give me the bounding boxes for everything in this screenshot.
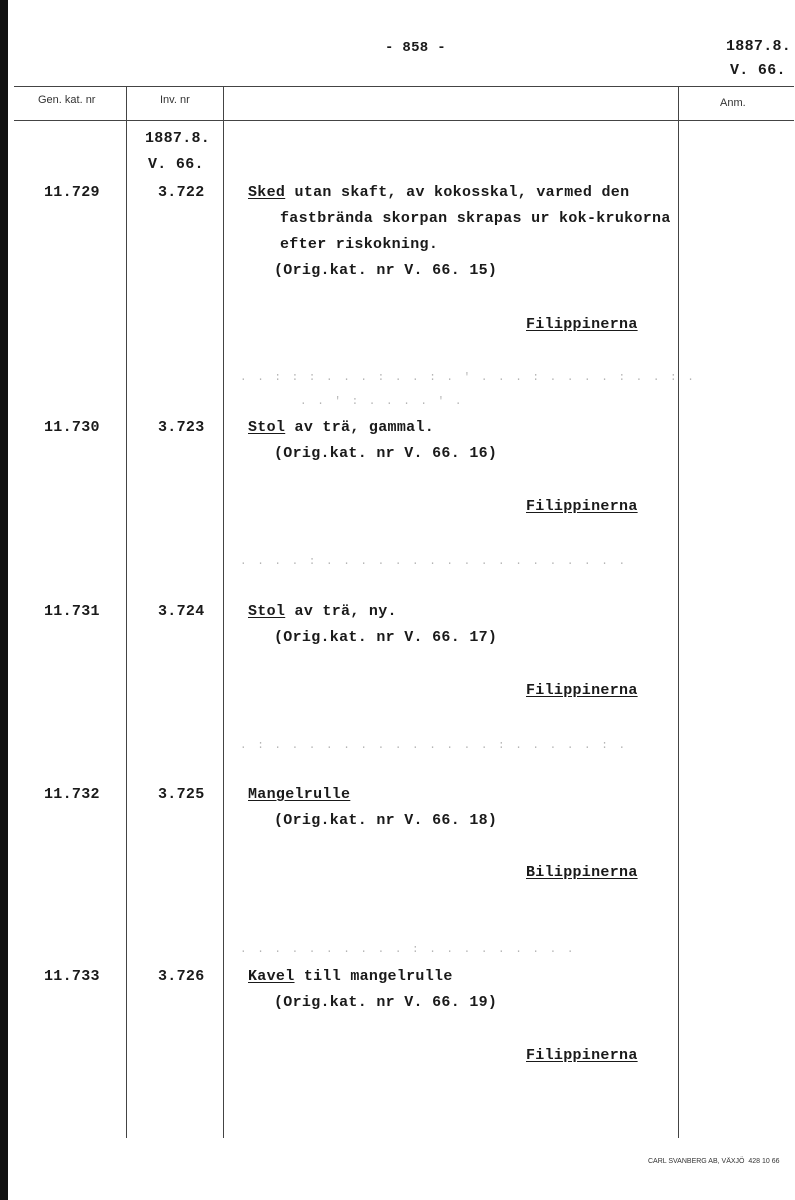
- entry-place: Filippinerna: [526, 1047, 638, 1064]
- entry-title: Stol: [248, 419, 286, 436]
- entry-reference: (Orig.kat. nr V. 66. 19): [274, 994, 498, 1011]
- entry-inv-number: 3.725: [158, 786, 205, 803]
- header-bottom-rule: [14, 120, 794, 121]
- page-number: - 858 -: [385, 40, 446, 56]
- binding-edge: [0, 0, 8, 1200]
- bleed-through-marks: . . . . : . . . . . . . . . . . . . . . . . .: [240, 556, 628, 568]
- column-divider-2: [223, 86, 224, 1138]
- entry-reference: (Orig.kat. nr V. 66. 15): [274, 262, 498, 279]
- entry-description-line1: [248, 786, 350, 803]
- entry-title: Kavel: [248, 968, 295, 985]
- entry-place: Bilippinerna: [526, 864, 638, 881]
- entry-description-line1: [248, 184, 629, 201]
- entry-place: Filippinerna: [526, 498, 638, 515]
- entry-description-line2: fastbrända skorpan skrapas ur kok-krukorna: [280, 210, 671, 227]
- entry-reference: (Orig.kat. nr V. 66. 16): [274, 445, 498, 462]
- entry-gen-number: 11.729: [44, 184, 100, 201]
- bleed-through-marks: . . ' : . . . . ' .: [300, 396, 464, 408]
- entry-inv-number: 3.724: [158, 603, 205, 620]
- entry-reference: (Orig.kat. nr V. 66. 17): [274, 629, 498, 646]
- entry-title: Mangelrulle: [248, 786, 351, 803]
- table-top-rule: [14, 86, 794, 87]
- entry-description-line3: efter riskokning.: [280, 236, 439, 253]
- entry-title: Stol: [248, 603, 286, 620]
- entry-description: utan skaft, av kokosskal, varmed den: [285, 184, 630, 201]
- column-divider-3: [678, 86, 679, 1138]
- entry-reference: (Orig.kat. nr V. 66. 18): [274, 812, 498, 829]
- entry-gen-number: 11.730: [44, 419, 100, 436]
- entry-place: Filippinerna: [526, 682, 638, 699]
- bleed-through-marks: . . : : : . . . : . . : . ' . . . : . . . . : . . : .: [240, 372, 696, 384]
- entry-gen-number: 11.733: [44, 968, 100, 985]
- entry-title: Sked: [248, 184, 286, 201]
- column-header-inv: Inv. nr: [160, 94, 190, 106]
- column-header-anm: Anm.: [720, 97, 746, 109]
- entry-place: Filippinerna: [526, 316, 638, 333]
- entry-inv-number: 3.723: [158, 419, 205, 436]
- entry-description: av trä, gammal.: [285, 419, 435, 436]
- column-header-gen-kat: Gen. kat. nr: [38, 94, 96, 106]
- entry-inv-number: 3.726: [158, 968, 205, 985]
- accession-volume: V. 66.: [730, 62, 786, 79]
- entry-description-line1: [248, 419, 434, 436]
- inv-accession-line2: V. 66.: [148, 156, 204, 173]
- entry-inv-number: 3.722: [158, 184, 205, 201]
- entry-description: av trä, ny.: [285, 603, 397, 620]
- bleed-through-marks: . . . . . . . . . . : . . . . . . . . .: [240, 944, 576, 956]
- column-divider-1: [126, 86, 127, 1138]
- entry-description: till mangelrulle: [294, 968, 453, 985]
- inv-accession-line1: 1887.8.: [145, 130, 211, 147]
- entry-gen-number: 11.731: [44, 603, 100, 620]
- bleed-through-marks: . : . . . . . . . . . . . . . : . . . . . : .: [240, 740, 628, 752]
- entry-description-line1: [248, 968, 453, 985]
- entry-gen-number: 11.732: [44, 786, 100, 803]
- entry-description-line1: [248, 603, 397, 620]
- printer-imprint: CARL SVANBERG AB, VÄXJÖ 428 10 66: [648, 1158, 780, 1165]
- accession-number: 1887.8.: [726, 38, 792, 55]
